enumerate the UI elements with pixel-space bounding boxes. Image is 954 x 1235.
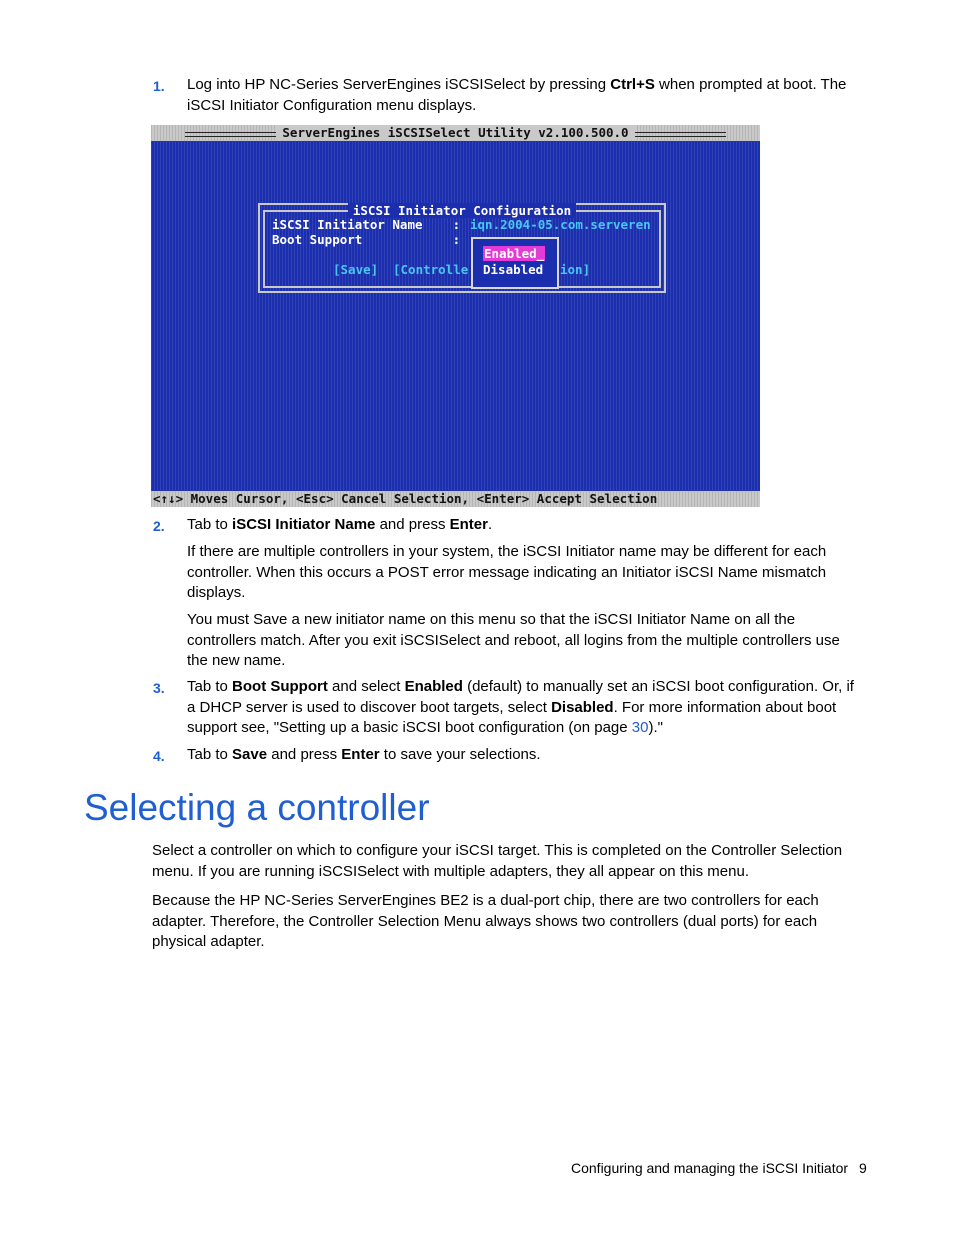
text-run: and select — [327, 678, 405, 695]
step-2-line-1 — [187, 515, 867, 536]
text-run: . For more information about boot — [613, 698, 837, 716]
step-3-line-1 — [187, 677, 867, 698]
section-heading: Selecting a controller — [84, 787, 430, 828]
step-2-paragraph-1 — [187, 542, 867, 604]
page-link[interactable]: 30 — [631, 719, 649, 736]
text-line: Because the HP NC-Series ServerEngines BE2 is a dual-port chip, there are two controllers for each — [152, 892, 819, 909]
text-run: and press — [267, 746, 342, 763]
boot-support-label: Boot Support : — [272, 232, 461, 247]
text-line: adapter. Therefore, the Controller Selection Menu always shows two controllers (dual ports) for each — [152, 912, 818, 930]
text-run: (default) to manually set an iSCSI boot configuration. Or, if — [462, 678, 854, 695]
step-1-line-1 — [187, 75, 867, 96]
text-run: a DHCP server is used to discover boot targets, select — [187, 698, 552, 716]
step-3-text — [187, 677, 867, 739]
text-run: Tab to — [187, 746, 233, 763]
text-line: physical adapter. — [152, 933, 265, 950]
text-line: the new name. — [187, 652, 286, 669]
text-line: displays. — [187, 584, 246, 601]
initiator-name-label: iSCSI Initiator Name : — [272, 217, 461, 232]
initiator-config-dialog — [258, 203, 666, 293]
step-number-1: 1. — [153, 78, 165, 94]
bios-title-bar — [151, 125, 760, 141]
save-button[interactable]: [Save] — [333, 262, 379, 277]
footer-title: Configuring and managing the iSCSI Initiator — [571, 1160, 849, 1176]
section-paragraph-1 — [152, 841, 867, 882]
bold-term: Ctrl+S — [610, 76, 655, 93]
text-line: controllers match. After you exit iSCSISelect and reboot, all logins from the multiple controllers use — [187, 631, 840, 649]
step-2-paragraph-2 — [187, 610, 867, 672]
text-run: )." — [648, 719, 663, 736]
text-line: You must Save a new initiator name on this menu so that the iSCSI Initiator Name on all the — [187, 611, 796, 628]
text-run: . — [487, 516, 493, 533]
bold-term: Enter — [449, 516, 488, 533]
text-run: and press — [375, 516, 450, 533]
step-number-4: 4. — [153, 748, 165, 764]
option-disabled[interactable]: Disabled — [483, 262, 544, 277]
bold-term: Enter — [341, 746, 380, 763]
text-run: Tab to — [187, 678, 233, 695]
iscsiselect-screenshot — [151, 125, 760, 507]
bios-title: ServerEngines iSCSISelect Utility v2.100.500.0 — [276, 125, 634, 140]
bold-term: Enabled — [404, 678, 463, 695]
bold-term: iSCSI Initiator Name — [232, 516, 376, 533]
page-number: 9 — [859, 1160, 867, 1176]
controller-selection-button-end: ion] — [560, 262, 591, 277]
step-3-line-3 — [187, 718, 867, 739]
step-1-text — [187, 75, 867, 116]
option-enabled[interactable]: Enabled_ — [484, 246, 545, 261]
text-run: when prompted at boot. The — [654, 76, 847, 93]
bold-term: Disabled — [551, 698, 614, 716]
step-number-2: 2. — [153, 518, 165, 534]
text-line: menu. If you are running iSCSISelect with multiple adapters, they all appear on this menu. — [152, 862, 749, 880]
text-run: Tab to — [187, 516, 233, 533]
step-1-line-2 — [187, 96, 867, 117]
controller-selection-button[interactable]: [Controlle — [393, 262, 469, 277]
step-4-line-1 — [187, 745, 867, 766]
step-number-3: 3. — [153, 680, 165, 696]
initiator-name-value[interactable]: iqn.2004-05.com.serveren — [470, 217, 651, 232]
text-run: iSCSI Initiator Configuration menu displays. — [187, 96, 477, 114]
text-run: Log into HP NC-Series ServerEngines iSCSISelect by pressing — [187, 76, 611, 93]
text-line: If there are multiple controllers in your system, the iSCSI Initiator name may be different for each — [187, 543, 827, 560]
step-2-text — [187, 515, 867, 536]
bios-status-bar: <↑↓> Moves Cursor, <Esc> Cancel Selection, <Enter> Accept Selection — [151, 491, 760, 507]
bold-term: Boot Support — [232, 678, 328, 695]
boot-support-dropdown[interactable] — [471, 237, 559, 289]
dialog-title: iSCSI Initiator Configuration — [258, 203, 666, 218]
step-4-text — [187, 745, 867, 766]
text-line: controller. When this occurs a POST error message indicating an Initiator iSCSI Name mismatch — [187, 563, 827, 581]
text-run: support see, "Setting up a basic iSCSI boot configuration (on page — [187, 719, 632, 736]
text-line: Select a controller on which to configure your iSCSI target. This is completed on the Controller Selection — [152, 842, 843, 859]
step-3-line-2 — [187, 698, 867, 719]
bold-term: Save — [232, 746, 268, 763]
text-run: to save your selections. — [379, 746, 541, 763]
section-paragraph-2 — [152, 891, 867, 953]
